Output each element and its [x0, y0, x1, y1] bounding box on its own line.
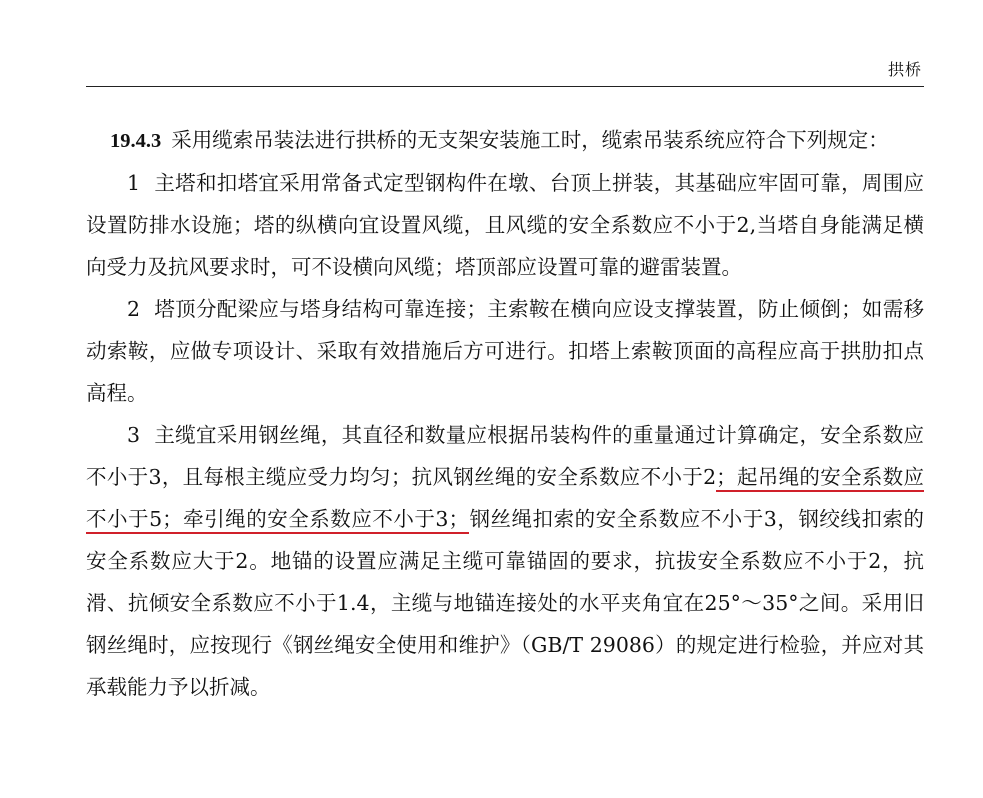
clause-paragraph — [86, 119, 924, 162]
item-text-after: 钢丝绳扣索的安全系数应不小于3，钢绞线扣索的安全系数应大于2。地锚的设置应满足主缆可靠锚固的要求，抗拔安全系数应不小于2，抗滑、抗倾安全系数应不小于1.4，主缆与地锚连接处的水平夹角宜在25°～35°之间。采用旧钢丝绳时，应按现行《钢丝绳安全使用和维护》（GB/T 29086）的规定进行检验，并应对其承载能力予以折减。 — [86, 507, 924, 699]
item-text: 主塔和扣塔宜采用常备式定型钢构件在墩、台顶上拼装，其基础应牢固可靠，周围应设置防排水设施；塔的纵横向宜设置风缆，且风缆的安全系数应不小于2,当塔自身能满足横向受力及抗风要求时，可不设横向风缆；塔顶部应设置可靠的避雷装置。 — [86, 171, 924, 279]
item-number: 3 — [127, 423, 141, 447]
clause-intro-text: 采用缆索吊装法进行拱桥的无支架安装施工时，缆索吊装系统应符合下列规定： — [171, 128, 889, 152]
list-item-1 — [86, 162, 924, 288]
running-header-title: 拱桥 — [887, 60, 922, 79]
clause-number: 19.4.3 — [110, 130, 162, 152]
list-item-3 — [86, 414, 924, 708]
document-body — [86, 119, 924, 708]
item-text-before: 主缆宜采用钢丝绳，其直径和数量应根据吊装构件的重量通过计算确定，安全系数应不小于3，且每根主缆应受力均匀；抗风钢丝绳的安全系数应不小于2 — [86, 423, 924, 489]
item-number: 1 — [127, 171, 141, 195]
item-text: 塔顶分配梁应与塔身结构可靠连接；主索鞍在横向应设支撑装置，防止倾倒；如需移动索鞍，应做专项设计、采取有效措施后方可进行。扣塔上索鞍顶面的高程应高于拱肋扣点高程。 — [86, 297, 924, 405]
running-header — [86, 58, 924, 87]
red-underlined-text: ；起吊绳的安全系数应不小于5；牵引绳的安全系数应不小于3； — [86, 465, 924, 534]
item-number: 2 — [127, 297, 141, 321]
list-item-2 — [86, 288, 924, 414]
